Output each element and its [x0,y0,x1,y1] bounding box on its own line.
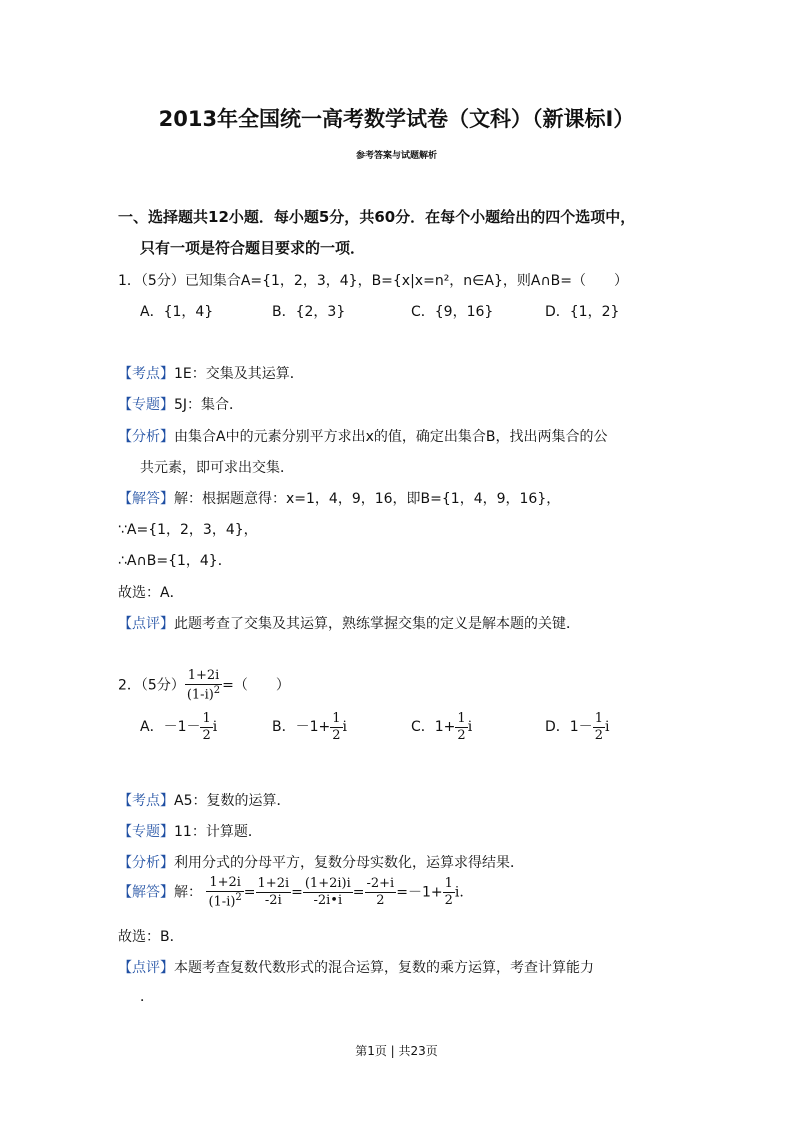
q2-step-frac-4 [365,876,397,908]
half-den: 2 [202,727,211,743]
half-den: 2 [594,727,603,743]
equals-sign: = [396,884,408,901]
q2-step-frac-1 [206,875,243,910]
imag-unit: i [212,719,218,736]
q1-kaodian-text: 1E：交集及其运算． [174,366,304,382]
q2-step-frac-3 [303,876,353,908]
q2-kaodian-text: A5：复数的运算． [174,793,291,809]
q2-option-d [545,711,609,743]
q2-option-d-pre: D．1－ [545,719,593,736]
q2-option-b-pre: B．－1+ [272,719,331,736]
dianping-tag: 【点评】 [118,960,174,976]
q1-jieda [118,488,560,508]
kaodian-tag: 【考点】 [118,793,174,809]
q2-fraction [185,668,222,703]
fenxi-tag: 【分析】 [118,855,174,871]
half-num: 1 [444,876,453,892]
fenxi-tag: 【分析】 [118,429,174,445]
q2-result-half [443,876,455,908]
q2-jieda-pre: 解： [174,884,202,901]
step4-num: -2+i [366,876,395,892]
q2-stem [118,668,290,703]
q2-step-frac-2 [256,876,292,908]
section-heading-line2: 只有一项是符合题目要求的一项． [140,239,366,257]
q2-option-d-half [593,711,605,743]
result-post: i. [454,884,464,901]
q1-zhuanti [118,394,243,414]
equals-sign: = [243,884,256,901]
q2-frac-den: (1-i) [186,686,214,702]
half-den: 2 [457,727,466,743]
section-heading-line1: 一、选择题共12小题．每小题5分，共60分．在每个小题给出的四个选项中， [118,208,636,226]
q1-dianping [118,613,580,633]
q1-option-b: B．{2，3} [272,304,346,320]
imag-unit: i [342,719,348,736]
q2-kaodian [118,790,290,810]
q1-step2: ∴A∩B={1，4}． [118,553,232,569]
q1-fenxi [118,426,607,446]
q1-fenxi-text: 由集合A中的元素分别平方求出x的值，确定出集合B，找出两集合的公 [174,429,608,445]
q2-option-a [140,711,217,743]
q2-dianping [118,957,594,977]
half-num: 1 [332,711,341,726]
q2-fenxi [118,852,524,872]
kaodian-tag: 【考点】 [118,366,174,382]
step1-den: (1-i) [208,893,236,909]
step4-den: 2 [376,892,385,908]
equals-sign: = [352,884,365,901]
half-den: 2 [332,727,341,743]
result-pre: －1+ [407,884,443,901]
half-num: 1 [202,711,211,726]
step1-den-wrap [206,892,243,910]
q1-option-a: A．{1，4} [140,304,214,320]
q2-option-c-half [455,711,467,743]
half-num: 1 [594,711,603,726]
q1-stem: 1．（5分）已知集合A={1，2，3，4}，B={x|x=n²，n∈A}，则A∩B=（ ） [118,273,629,289]
q1-kaodian [118,363,304,383]
imag-unit: i [467,719,473,736]
zhuanti-tag: 【专题】 [118,824,174,840]
jieda-tag: 【解答】 [118,884,174,901]
page-footer: 第1页 | 共23页 [355,1044,438,1058]
half-den: 2 [444,892,453,908]
q2-frac-exp: 2 [213,684,221,696]
step3-den: -2i•i [313,892,343,908]
imag-unit: i [604,719,610,736]
q2-option-c [411,711,472,743]
step1-num: 1+2i [206,875,243,892]
page-subtitle: 参考答案与试题解析 [355,151,437,161]
step3-num: (1+2i)i [304,876,351,892]
step2-num: 1+2i [257,876,290,892]
equals-sign: = [291,884,303,901]
q2-frac-num: 1+2i [185,668,222,685]
q2-frac-den-wrap [185,685,222,703]
q2-dianping-end: ． [140,989,154,1005]
q2-zhuanti-text: 11：计算题． [174,824,262,840]
q2-prefix: 2．（5分） [118,677,185,694]
q2-option-a-pre: A．－1－ [140,719,201,736]
step2-den: -2i [264,892,282,908]
q2-jieda [118,875,464,910]
q2-option-c-pre: C．1+ [411,719,456,736]
q2-option-b-half [330,711,342,743]
q2-fenxi-text: 利用分式的分母平方，复数分母实数化，运算求得结果． [174,855,524,871]
dianping-tag: 【点评】 [118,616,174,632]
jieda-tag: 【解答】 [118,491,174,507]
q2-option-b [272,711,347,743]
q2-zhuanti [118,821,262,841]
page-title: 2013年全国统一高考数学试卷（文科）（新课标Ⅰ） [158,107,635,131]
q1-step1: ∵A={1，2，3，4}， [118,522,258,538]
q1-zhuanti-text: 5J：集合． [174,397,244,413]
q1-choice: 故选：A． [118,585,184,601]
q1-jieda-text: 解：根据题意得：x=1，4，9，16，即B={1，4，9，16}， [174,491,561,507]
q1-dianping-text: 此题考查了交集及其运算，熟练掌握交集的定义是解本题的关键． [174,616,580,632]
q2-suffix: =（ ） [222,677,290,694]
q2-option-a-half [200,711,212,743]
q2-choice: 故选：B． [118,929,184,945]
q2-dianping-text: 本题考查复数代数形式的混合运算，复数的乘方运算，考查计算能力 [174,960,594,976]
q1-fenxi-line2: 共元素，即可求出交集． [140,460,294,476]
q1-option-d: D．{1，2} [545,304,620,320]
q1-option-c: C．{9，16} [411,304,494,320]
zhuanti-tag: 【专题】 [118,397,174,413]
step1-exp: 2 [235,891,242,903]
half-num: 1 [457,711,466,726]
